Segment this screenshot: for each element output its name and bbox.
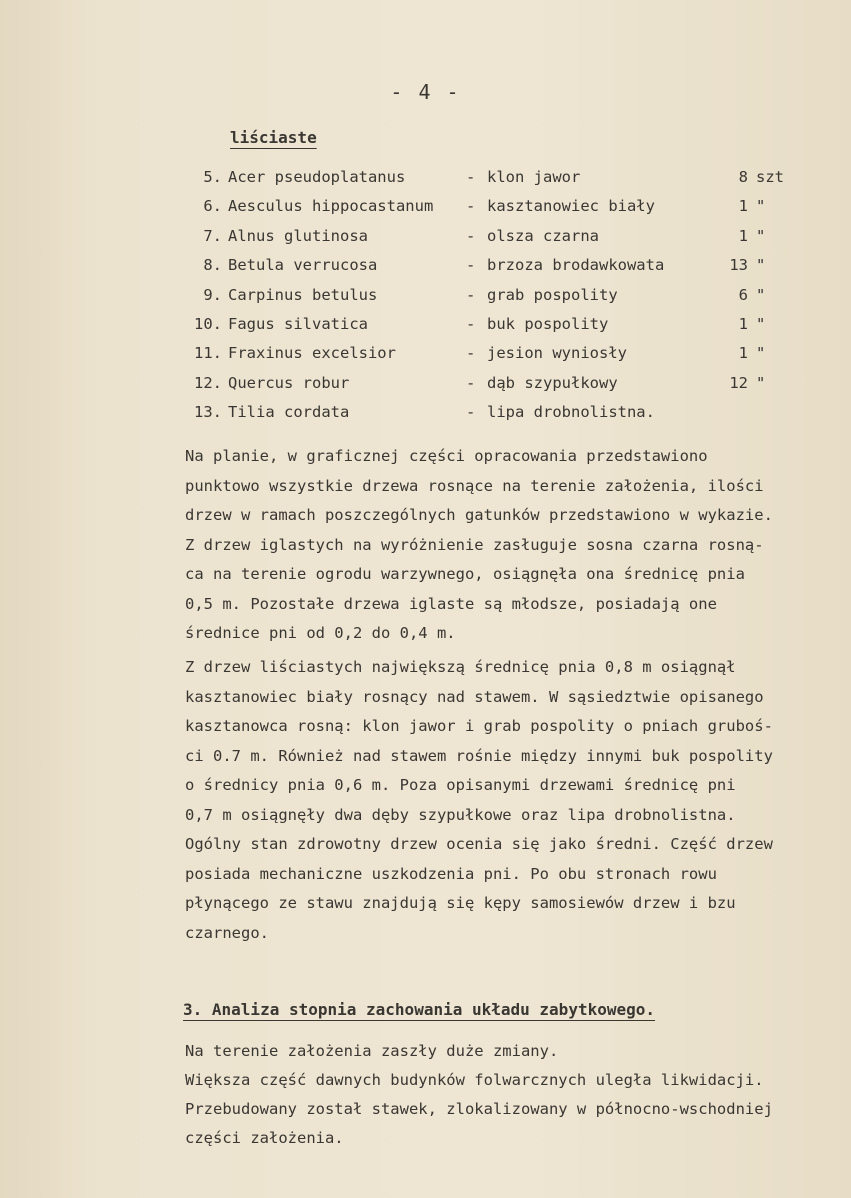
text-line: czarnego. (185, 923, 269, 942)
species-count: 1 (738, 226, 748, 245)
species-latin-name: Acer pseudoplatanus (228, 168, 406, 186)
species-unit: " (756, 344, 766, 363)
species-dash: - (466, 256, 476, 275)
species-list (0, 166, 851, 431)
species-row (0, 342, 851, 371)
species-count: 8 (738, 168, 748, 186)
species-unit: " (756, 314, 766, 333)
species-latin-name: Quercus robur (228, 373, 350, 392)
species-latin-name: Aesculus hippocastanum (228, 197, 434, 216)
text-line: Z drzew liściastych największą średnicę pnia 0,8 m osiągnął (185, 658, 736, 676)
text-line: Przebudowany został stawek, zlokalizowany w północno-wschodniej (185, 1100, 773, 1118)
section-heading-deciduous: liściaste (230, 128, 317, 147)
species-number: 11. (194, 344, 222, 363)
species-row (0, 401, 851, 430)
species-count: 6 (738, 285, 748, 304)
species-row (0, 254, 851, 283)
species-dash: - (466, 373, 476, 392)
species-count: 1 (738, 314, 748, 333)
text-line: Ogólny stan zdrowotny drzew ocenia się jako średni. Część drzew (185, 835, 773, 853)
species-unit: " (756, 285, 766, 304)
species-unit: " (756, 256, 766, 275)
paragraph-tree-inventory (185, 445, 840, 652)
text-line: ca na terenie ogrodu warzywnego, osiągnęła ona średnicę pnia (185, 565, 745, 583)
text-line: Większa część dawnych budynków folwarcznych uległa likwidacji. (185, 1071, 764, 1089)
species-row (0, 313, 851, 342)
species-number: 6. (203, 197, 222, 216)
text-line: płynącego ze stawu znajdują się kępy samosiewów drzew i bzu (185, 894, 736, 912)
text-line: o średnicy pnia 0,6 m. Poza opisanymi drzewami średnicę pni (185, 776, 736, 794)
section-heading-analysis: 3. Analiza stopnia zachowania układu zabytkowego. (183, 1000, 656, 1019)
paragraph-deciduous-trees (185, 656, 840, 951)
text-line: Na planie, w graficznej części opracowania przedstawiono (185, 447, 708, 465)
species-latin-name: Fagus silvatica (228, 314, 368, 333)
species-polish-name: dąb szypułkowy (487, 373, 618, 392)
text-line: kasztanowiec biały rosnący nad stawem. W sąsiedztwie opisanego (185, 687, 764, 706)
species-dash: - (466, 168, 476, 186)
page-number: - 4 - (390, 80, 461, 104)
species-latin-name: Carpinus betulus (228, 285, 378, 304)
species-number: 7. (203, 226, 222, 245)
text-line: kasztanowca rosną: klon jawor i grab pospolity o pniach gruboś- (185, 717, 773, 735)
species-unit: " (756, 197, 766, 216)
species-dash: - (466, 197, 476, 216)
species-unit: " (756, 373, 766, 392)
species-polish-name: buk pospolity (487, 314, 609, 333)
species-unit: szt (756, 168, 784, 186)
text-line: posiada mechaniczne uszkodzenia pni. Po obu stronach rowu (185, 864, 717, 883)
species-row (0, 166, 851, 195)
species-row (0, 225, 851, 254)
text-line: części założenia. (185, 1129, 344, 1147)
species-count: 12 (729, 373, 748, 392)
species-dash: - (466, 403, 476, 422)
paragraph-analysis (185, 1040, 840, 1156)
species-polish-name: klon jawor (487, 168, 581, 186)
species-row (0, 195, 851, 224)
species-dash: - (466, 285, 476, 304)
species-number: 9. (203, 285, 222, 304)
species-unit: " (756, 226, 766, 245)
text-line: 0,5 m. Pozostałe drzewa iglaste są młodsze, posiadają one (185, 594, 717, 613)
species-row (0, 284, 851, 313)
species-latin-name: Alnus glutinosa (228, 226, 368, 245)
species-number: 10. (194, 314, 222, 333)
species-number: 13. (194, 403, 222, 422)
text-line: ci 0.7 m. Również nad stawem rośnie między innymi buk pospolity (185, 746, 773, 765)
species-dash: - (466, 314, 476, 333)
species-dash: - (466, 226, 476, 245)
text-line: drzew w ramach poszczególnych gatunków przedstawiono w wykazie. (185, 506, 773, 524)
text-line: Z drzew iglastych na wyróżnienie zasługuje sosna czarna rosną- (185, 535, 764, 554)
species-count: 1 (738, 344, 748, 363)
species-number: 8. (203, 256, 222, 275)
text-line: średnice pni od 0,2 do 0,4 m. (185, 624, 456, 642)
species-number: 12. (194, 373, 222, 392)
species-latin-name: Betula verrucosa (228, 256, 378, 275)
species-polish-name: jesion wyniosły (487, 344, 627, 363)
species-number: 5. (203, 168, 222, 186)
species-polish-name: kasztanowiec biały (487, 197, 655, 216)
species-polish-name: grab pospolity (487, 285, 618, 304)
species-row (0, 372, 851, 401)
text-line: punktowo wszystkie drzewa rosnące na terenie założenia, ilości (185, 476, 764, 495)
species-latin-name: Fraxinus excelsior (228, 344, 396, 363)
text-line: Na terenie założenia zaszły duże zmiany. (185, 1042, 559, 1060)
species-count: 1 (738, 197, 748, 216)
species-polish-name: brzoza brodawkowata (487, 256, 665, 275)
text-line: 0,7 m osiągnęły dwa dęby szypułkowe oraz lipa drobnolistna. (185, 805, 736, 824)
species-count: 13 (729, 256, 748, 275)
species-latin-name: Tilia cordata (228, 403, 350, 422)
species-dash: - (466, 344, 476, 363)
species-polish-name: olsza czarna (487, 226, 599, 245)
species-polish-name: lipa drobnolistna. (487, 403, 655, 422)
